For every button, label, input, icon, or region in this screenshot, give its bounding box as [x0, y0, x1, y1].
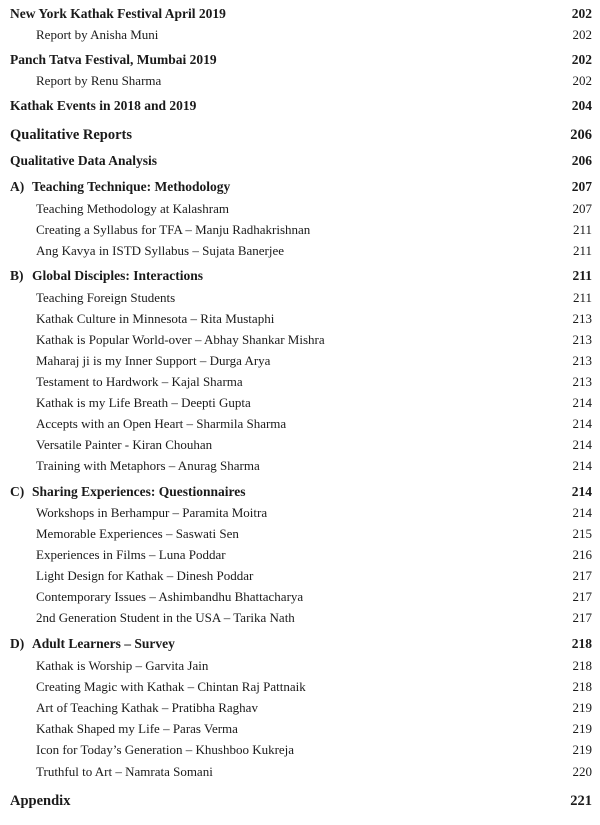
toc-section-letter: B): [10, 268, 24, 283]
toc-item-title: Accepts with an Open Heart – Sharmila Sharma: [36, 416, 287, 431]
toc-item-title: Kathak Culture in Minnesota – Rita Mustaphi: [36, 311, 275, 326]
toc-entry-title: New York Kathak Festival April 2019: [10, 6, 226, 21]
toc-item-page: 211: [572, 243, 592, 258]
toc-item-page: 217: [572, 610, 592, 625]
toc-item-page: 211: [572, 290, 592, 305]
toc-item-page: 214: [572, 395, 592, 410]
toc-item-page: 214: [572, 437, 592, 452]
toc-item-title: Experiences in Films – Luna Poddar: [36, 547, 226, 562]
toc-item-title: Kathak is my Life Breath – Deepti Gupta: [36, 395, 251, 410]
toc-item-page: 213: [572, 374, 592, 389]
toc-item-title: Truthful to Art – Namrata Somani: [36, 764, 213, 779]
toc-item-page: 207: [572, 201, 592, 216]
toc-item-title: Training with Metaphors – Anurag Sharma: [36, 458, 260, 473]
toc-item-page: 220: [572, 764, 592, 779]
toc-item-title: Icon for Today’s Generation – Khushboo Kukreja: [36, 742, 295, 757]
toc-section-letter: C): [10, 484, 25, 499]
toc-item-page: 213: [572, 353, 592, 368]
toc-section-heading: [10, 484, 246, 500]
toc-item-title: Creating a Syllabus for TFA – Manju Radhakrishnan: [36, 222, 311, 237]
toc-item-title: Teaching Foreign Students: [36, 290, 176, 305]
toc-item-title: Teaching Methodology at Kalashram: [36, 201, 229, 216]
toc-section-title: Sharing Experiences: Questionnaires: [32, 484, 246, 499]
toc-item-title: Memorable Experiences – Saswati Sen: [36, 526, 239, 541]
toc-section-page: 218: [571, 636, 592, 651]
toc-entry-title: Panch Tatva Festival, Mumbai 2019: [10, 52, 217, 67]
toc-entry-title: Appendix: [10, 793, 71, 809]
toc-item-title: Light Design for Kathak – Dinesh Poddar: [36, 568, 254, 583]
toc-section-heading: [10, 268, 203, 284]
toc-section-page: 211: [572, 268, 592, 283]
toc-item-title: Testament to Hardwork – Kajal Sharma: [36, 374, 243, 389]
toc-item-title: Workshops in Berhampur – Paramita Moitra: [36, 505, 268, 520]
toc-item-title: Kathak is Popular World-over – Abhay Shankar Mishra: [36, 332, 325, 347]
toc-section-letter: D): [10, 636, 25, 651]
toc-item-page: 213: [572, 332, 592, 347]
toc-entry-title: Qualitative Data Analysis: [10, 153, 158, 168]
toc-entry-page: 206: [570, 127, 592, 143]
toc-item-page: 218: [572, 679, 592, 694]
toc-entry-page: 221: [570, 793, 592, 809]
toc-entry-page: 202: [572, 27, 592, 42]
toc-entry-page: 204: [571, 98, 592, 113]
toc-item-page: 218: [572, 658, 592, 673]
toc-item-title: Maharaj ji is my Inner Support – Durga Arya: [36, 353, 271, 368]
toc-item-title: Contemporary Issues – Ashimbandhu Bhattacharya: [36, 589, 304, 604]
toc-item-page: 215: [572, 526, 592, 541]
toc-item-title: Creating Magic with Kathak – Chintan Raj Pattnaik: [36, 679, 306, 694]
toc-section-title: Teaching Technique: Methodology: [32, 179, 231, 194]
toc-section-title: Global Disciples: Interactions: [32, 268, 203, 283]
toc-section-page: 214: [571, 484, 592, 499]
toc-item-page: 217: [572, 589, 592, 604]
toc-item-title: Kathak Shaped my Life – Paras Verma: [36, 721, 238, 736]
toc-item-page: 213: [572, 311, 592, 326]
toc-entry-page: 202: [571, 6, 592, 21]
toc-item-page: 211: [572, 222, 592, 237]
toc-entry-title: Qualitative Reports: [10, 127, 133, 143]
toc-item-page: 214: [572, 505, 592, 520]
toc-item-page: 217: [572, 568, 592, 583]
toc-section-title: Adult Learners – Survey: [32, 636, 175, 651]
toc-item-title: Kathak is Worship – Garvita Jain: [36, 658, 209, 673]
toc-entry-page: 202: [571, 52, 592, 67]
toc-entry-title: Report by Renu Sharma: [36, 73, 162, 88]
toc-item-page: 219: [572, 700, 592, 715]
toc-section-page: 207: [571, 179, 592, 194]
toc-item-page: 214: [572, 416, 592, 431]
toc-entry-page: 206: [571, 153, 592, 168]
toc-entry-title: Kathak Events in 2018 and 2019: [10, 98, 197, 113]
toc-section-heading: [10, 636, 175, 652]
toc-entry-page: 202: [572, 73, 592, 88]
toc-item-title: Ang Kavya in ISTD Syllabus – Sujata Banerjee: [36, 243, 285, 258]
toc-item-page: 219: [572, 721, 592, 736]
toc-item-title: Versatile Painter - Kiran Chouhan: [36, 437, 213, 452]
toc-item-page: 219: [572, 742, 592, 757]
toc-section-letter: A): [10, 179, 25, 194]
toc-item-page: 214: [572, 458, 592, 473]
toc-item-title: 2nd Generation Student in the USA – Tarika Nath: [36, 610, 295, 625]
toc-section-heading: [10, 179, 230, 195]
toc-entry-title: Report by Anisha Muni: [36, 27, 159, 42]
toc-item-page: 216: [572, 547, 592, 562]
toc-item-title: Art of Teaching Kathak – Pratibha Raghav: [36, 700, 258, 715]
